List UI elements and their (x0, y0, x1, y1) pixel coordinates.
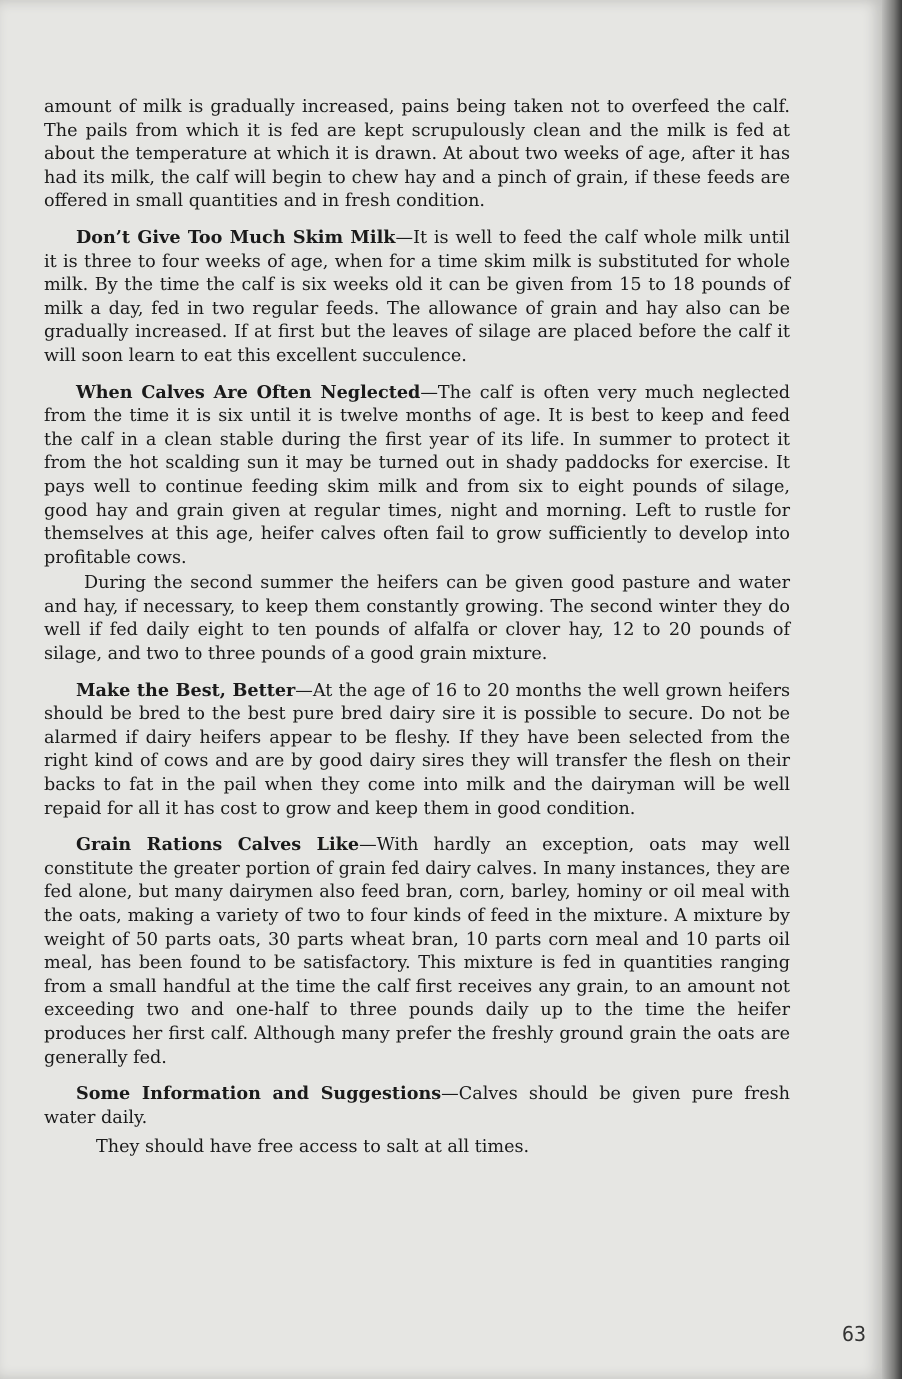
paragraph-salt-access (44, 1136, 790, 1160)
page-number: 63 (842, 1322, 867, 1346)
section-grain-rations (44, 833, 790, 1070)
paragraph-milk-feeding (44, 96, 790, 214)
page-edge (882, 0, 902, 1379)
paragraph-body: During the second summer the heifers can be given good pasture and water and hay, if necessary, to keep them constantly growing. The second winter they do well if fed daily eight to ten pounds of alfalfa or clover hay, 12 to 20 pounds of silage, and two to three pounds of a good grain mixture. (44, 573, 790, 665)
section-heading: Make the Best, Better (76, 679, 296, 701)
paragraph-body: —Calves should be given pure fresh water daily. (44, 1084, 790, 1128)
paragraph-body: —At the age of 16 to 20 months the well grown heifers should be bred to the best pure bred dairy sire it is possible to secure. Do not be alarmed if dairy heifers appear to be fleshy. If they have been selected from the right kind of cows and are by good dairy sires they will transfer the flesh on their backs to fat in the pail when they come into milk and the dairyman will be well repaid for all it has cost to grow and keep them in good condition. (44, 680, 791, 819)
paragraph-body: —It is well to feed the calf whole milk until it is three to four weeks of age, when for a time skim milk is substituted for whole milk. By the time the calf is six weeks old it can be given from 15 to 18 pounds of milk a day, fed in two regular feeds. The allowance of grain and hay also can be gradually increased. If at first but the leaves of silage are placed before the calf it will soon learn to eat this excellent succulence. (44, 227, 790, 366)
section-heading: Grain Rations Calves Like (76, 834, 360, 856)
paragraph-body: —With hardly an exception, oats may well constitute the greater portion of grain fed dairy calves. In many instances, they are fed alone, but many dairymen also feed bran, corn, barley, hominy or oil meal with the oats, making a variety of two to four kinds of feed in the mixture. A mixture by weight of 50 parts oats, 30 parts wheat bran, 10 parts corn meal and 10 parts oil meal, has been found to be satisfactory. This mixture is fed in quantities ranging from a small handful at the time the calf first receives any grain, to an amount not exceeding two and one-half to three pounds daily up to the time the heifer produces her first calf. Although many prefer the freshly ground grain the oats are generally fed. (44, 835, 790, 1068)
section-breeding (44, 679, 790, 822)
paragraph-second-summer (44, 572, 790, 666)
paragraph-body: They should have free access to salt at all times. (96, 1137, 530, 1158)
section-neglected-calves (44, 381, 790, 571)
paragraph-body: amount of milk is gradually increased, pains being taken not to overfeed the calf. The pails from which it is fed are kept scrupulously clean and the milk is fed at about the temperature at which it is drawn. At about two weeks of age, after it has had its milk, the calf will begin to chew hay and a pinch of grain, if these feeds are offered in small quantities and in fresh condition. (44, 97, 790, 212)
section-information-suggestions (44, 1082, 790, 1130)
page-body-text (44, 96, 790, 1160)
paragraph-body: —The calf is often very much neglected from the time it is six until it is twelve months of age. It is best to keep and feed the calf in a clean stable during the first year of its life. In summer to protect it from the hot scalding sun it may be turned out in shady paddocks for exercise. It pays well to continue feeding skim milk and from six to eight pounds of silage, good hay and grain given at regular times, night and morning. Left to rustle for themselves at this age, heifer calves often fail to grow sufficiently to develop into profitable cows. (44, 382, 790, 568)
section-heading: Don’t Give Too Much Skim Milk (76, 226, 396, 248)
section-skim-milk (44, 226, 790, 369)
section-heading: When Calves Are Often Neglected (76, 381, 421, 403)
section-heading: Some Information and Suggestions (76, 1083, 442, 1105)
